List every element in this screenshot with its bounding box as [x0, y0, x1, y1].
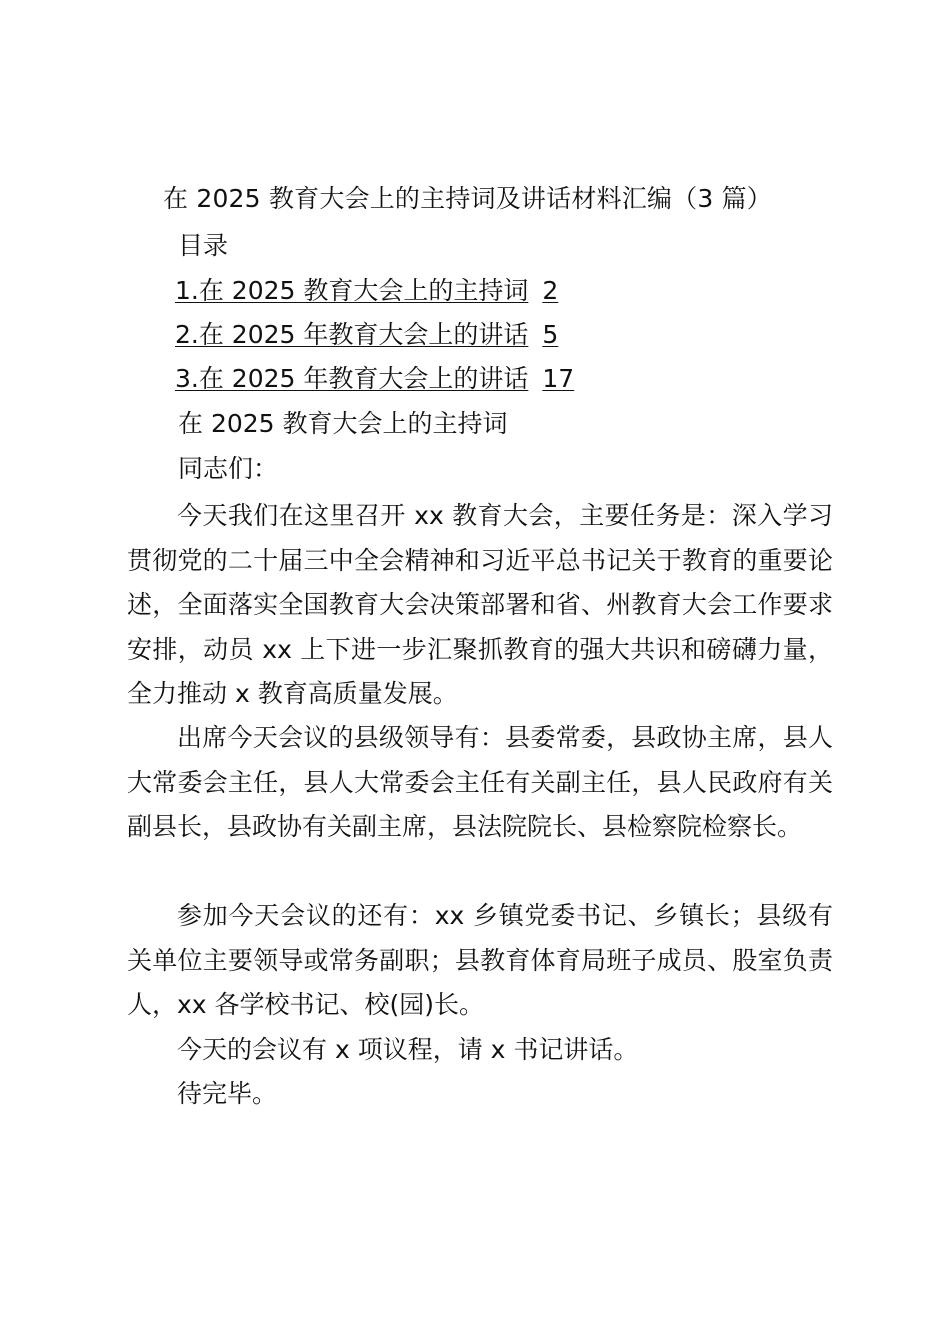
toc-link-3[interactable] [175, 360, 574, 398]
toc-link-3-page: 17 [542, 364, 575, 393]
document-title: 在 2025 教育大会上的主持词及讲话材料汇编（3 篇） [163, 184, 772, 213]
toc-link-2[interactable] [175, 316, 558, 354]
toc-link-3-label: 3.在 2025 年教育大会上的讲话 [175, 364, 529, 393]
paragraph-1: 今天我们在这里召开 xx 教育大会，主要任务是：深入学习贯彻党的二十届三中全会精神和习近平总书记关于教育的重要论述，全面落实全国教育大会决策部署和省、州教育大会工作要求安排，动员 xx 上下进一步汇聚抓教育的强大共识和磅礴力量，全力推动 x 教育高质量发展。 [127, 501, 833, 708]
toc-heading: 目录 [178, 231, 229, 260]
toc-link-1-page: 2 [542, 276, 559, 305]
paragraph-3: 参加今天会议的还有：xx 乡镇党委书记、乡镇长；县级有关单位主要领导或常务副职；县教育体育局班子成员、股室负责人，xx 各学校书记、校(园)长。 [127, 901, 833, 1019]
toc-link-1-label: 1.在 2025 教育大会上的主持词 [175, 276, 529, 305]
toc-link-2-label: 2.在 2025 年教育大会上的讲话 [175, 320, 529, 349]
toc-link-2-page: 5 [542, 320, 559, 349]
toc-link-1[interactable] [175, 272, 558, 310]
paragraph-4: 今天的会议有 x 项议程，请 x 书记讲话。 [177, 1035, 639, 1064]
salutation: 同志们： [178, 454, 279, 483]
paragraph-2: 出席今天会议的县级领导有：县委常委，县政协主席，县人大常委会主任，县人大常委会主任有关副主任，县人民政府有关副县长，县政协有关副主席，县法院院长、县检察院检察长。 [127, 723, 833, 841]
section-title: 在 2025 教育大会上的主持词 [178, 409, 508, 438]
paragraph-5: 待完毕。 [177, 1079, 278, 1108]
